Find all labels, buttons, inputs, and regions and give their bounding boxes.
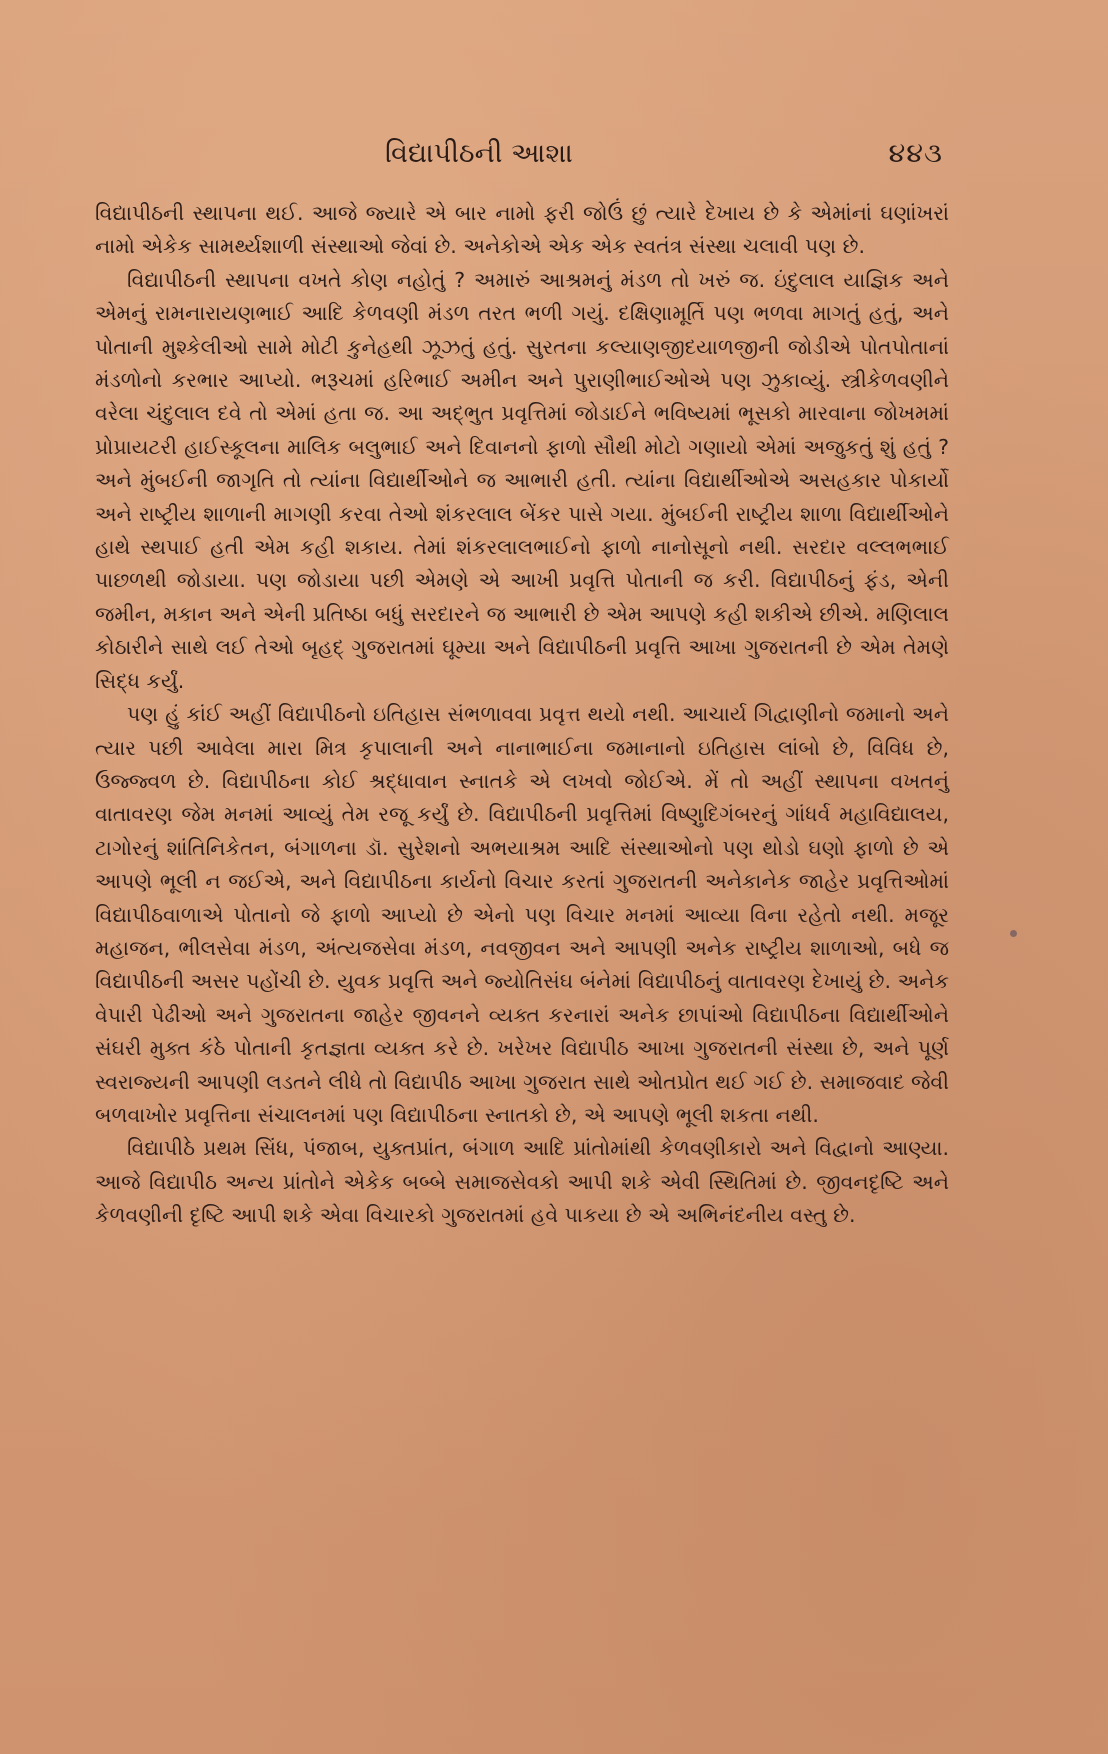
paragraph-4: વિદ્યાપીઠે પ્રથમ સિંધ, પંજાબ, યુક્તપ્રાંત, બંગાળ આદિ પ્રાંતોમાંથી કેળવણીકારો અને વિદ્વાનો આણ્યા. આજે વિદ્યાપીઠ અન્ય પ્રાંતોને એકેક બબ્બે સમાજસેવકો આપી શકે એવી સ્થિતિમાં છે. જીવનદૃષ્ટિ અને કેળવણીની દૃષ્ટિ આપી શકે એવા વિચારકો ગુજરાતમાં હવે પાકયા છે એ અભિનંદનીય વસ્તુ છે.	[95, 1136, 949, 1228]
running-head	[0, 138, 1108, 178]
body-text	[95, 197, 949, 1233]
page-number: ૪૪૩	[888, 138, 943, 169]
paragraph-2: વિદ્યાપીઠની સ્થાપના વખતે કોણ નહોતું ? અમારું આશ્રમનું મંડળ તો ખરું જ. ઇંદુલાલ યાજ્ઞિક અને એમનું રામનારાયણભાઈ આદિ કેળવણી મંડળ તરત ભળી ગયું. દક્ષિણામૂર્તિ પણ ભળવા માગતું હતું, અને પોતાની મુશ્કેલીઓ સામે મોટી કુનેહથી ઝૂઝતું હતું. સુરતના કલ્યાણજીદયાળજીની જોડીએ પોતપોતાનાં મંડળોનો કરભાર આપ્યો. ભરૂચમાં હરિભાઈ અમીન અને પુરાણીભાઈઓએ પણ ઝુકાવ્યું. સ્ત્રીકેળવણીને વરેલા ચંદુલાલ દવે તો એમાં હતા જ. આ અદ્ભુત પ્રવૃત્તિમાં જોડાઈને ભવિષ્યમાં ભૂસકો મારવાના જોખમમાં પ્રોપ્રાયટરી હાઈસ્કૂલના માલિક બલુભાઈ અને દિવાનનો ફાળો સૌથી મોટો ગણાયો એમાં અજુકતું શું હતું ? અને મુંબઈની જાગૃતિ તો ત્યાંના વિદ્યાર્થીઓને જ આભારી હતી. ત્યાંના વિદ્યાર્થીઓએ અસહકાર પોકાર્યો અને રાષ્ટ્રીય શાળાની માગણી કરવા તેઓ શંકરલાલ બેંકર પાસે ગયા. મુંબઈની રાષ્ટ્રીય શાળા વિદ્યાર્થીઓને હાથે સ્થપાઈ હતી એમ કહી શકાય. તેમાં શંકરલાલભાઈનો ફાળો નાનોસૂનો નથી. સરદાર વલ્લભભાઈ પાછળથી જોડાયા. પણ જોડાયા પછી એમણે એ આખી પ્રવૃત્તિ પોતાની જ કરી. વિદ્યાપીઠનું ફંડ, એની જમીન, મકાન અને એની પ્રતિષ્ઠા બધું સરદારને જ આભારી છે એમ આપણે કહી શકીએ છીએ. મણિલાલ કોઠારીને સાથે લઈ તેઓ બૃહદ્ ગુજરાતમાં ઘૂમ્યા અને વિદ્યાપીઠની પ્રવૃત્તિ આખા ગુજરાતની છે એમ તેમણે સિદ્ધ કર્યું.	[95, 267, 949, 693]
paragraph-3: પણ હું કાંઈ અહીં વિદ્યાપીઠનો ઇતિહાસ સંભળાવવા પ્રવૃત્ત થયો નથી. આચાર્ય ગિદ્વાણીનો જમાનો અને ત્યાર પછી આવેલા મારા મિત્ર કૃપાલાની અને નાનાભાઈના જમાનાનો ઇતિહાસ લાંબો છે, વિવિધ છે, ઉજ્જ્વળ છે. વિદ્યાપીઠના કોઈ શ્રદ્ધાવાન સ્નાતકે એ લખવો જોઈએ. મેં તો અહીં સ્થાપના વખતનું વાતાવરણ જેમ મનમાં આવ્યું તેમ રજૂ કર્યું છે. વિદ્યાપીઠની પ્રવૃત્તિમાં વિષ્ણુદિગંબરનું ગાંધર્વ મહાવિદ્યાલય, ટાગોરનું શાંતિનિકેતન, બંગાળના ડૉ. સુરેશનો અભયાશ્રમ આદિ સંસ્થાઓનો પણ થોડો ઘણો ફાળો છે એ આપણે ભૂલી ન જઈએ, અને વિદ્યાપીઠના કાર્યનો વિચાર કરતાં ગુજરાતની અનેકાનેક જાહેર પ્રવૃત્તિઓમાં વિદ્યાપીઠવાળાએ પોતાનો જે ફાળો આપ્યો છે એનો પણ વિચાર મનમાં આવ્યા વિના રહેતો નથી. મજૂર મહાજન, ભીલસેવા મંડળ, અંત્યજસેવા મંડળ, નવજીવન અને આપણી અનેક રાષ્ટ્રીય શાળાઓ, બધે જ વિદ્યાપીઠની અસર પહોંચી છે. યુવક પ્રવૃત્તિ અને જ્યોતિસંઘ બંનેમાં વિદ્યાપીઠનું વાતાવરણ દેખાયું છે. અનેક વેપારી પેઢીઓ અને ગુજરાતના જાહેર જીવનને વ્યક્ત કરનારાં અનેક છાપાંઓ વિદ્યાપીઠના વિદ્યાર્થીઓને સંઘરી મુક્ત કંઠે પોતાની કૃતજ્ઞતા વ્યક્ત કરે છે. ખરેખર વિદ્યાપીઠ આખા ગુજરાતની સંસ્થા છે, અને પૂર્ણ સ્વરાજ્યની આપણી લડતને લીધે તો વિદ્યાપીઠ આખા ગુજરાત સાથે ઓતપ્રોત થઈ ગઈ છે. સમાજવાદ જેવી બળવાખોર પ્રવૃત્તિના સંચાલનમાં પણ વિદ્યાપીઠના સ્નાતકો છે, એ આપણે ભૂલી શકતા નથી.	[95, 702, 949, 1127]
paper-speck	[1010, 930, 1017, 937]
running-title: વિદ્યાપીઠની આશા	[385, 138, 573, 169]
paragraph-1: વિદ્યાપીઠની સ્થાપના થઈ. આજે જ્યારે એ બાર નામો ફરી જોઉં છું ત્યારે દેખાય છે કે એમાંનાં ઘણાંખરાં નામો એકેક સામર્થ્યશાળી સંસ્થાઓ જેવાં છે. અનેકોએ એક એક સ્વતંત્ર સંસ્થા ચલાવી પણ છે.	[95, 201, 949, 259]
